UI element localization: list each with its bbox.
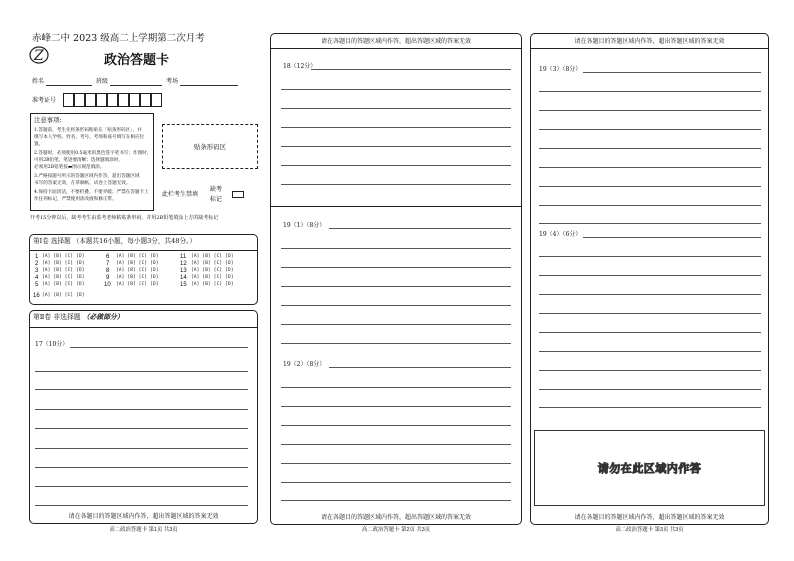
answer-line[interactable] (539, 186, 761, 187)
section2-required: （必做部分） (82, 313, 124, 321)
answer-line[interactable] (539, 167, 761, 168)
answer-line[interactable] (281, 500, 511, 501)
exam-id-cell[interactable] (85, 93, 96, 107)
answer-column-2 (270, 33, 522, 525)
answer-line[interactable] (281, 248, 511, 249)
question-number: 12 (180, 261, 187, 267)
exam-id-cell[interactable] (118, 93, 129, 107)
answer-line[interactable] (281, 305, 511, 306)
col3-bottom-warning: 请在各题目的答题区域内作答，超出答题区域的答案无效 (574, 515, 725, 521)
answer-line[interactable] (281, 463, 511, 464)
col2-bottom-warning: 请在各题目的答题区域内作答，超出答题区域的答案无效 (320, 515, 471, 521)
answer-line[interactable] (35, 448, 248, 449)
school-logo (28, 44, 50, 66)
notice-line: 1.答题前，考生先将条形码粘贴在「贴条形码区」，并 (34, 128, 142, 133)
exam-id-cell[interactable] (107, 93, 118, 107)
col3-top-warning: 请在各题目的答题区域内作答，超出答题区域的答案无效 (574, 39, 725, 45)
q19-4-label: 19（4）（6分） (539, 231, 582, 238)
col1-bottom-warning: 请在各题目的答题区域内作答，超出答题区域的答案无效 (68, 514, 219, 520)
answer-line[interactable] (281, 387, 511, 388)
answer-column-3 (530, 33, 769, 525)
answer-line[interactable] (35, 389, 248, 390)
answer-line[interactable] (539, 110, 761, 111)
question-number: 6 (106, 254, 110, 260)
q19-3-label: 19（3）（8分） (539, 66, 582, 73)
answer-line[interactable] (281, 108, 511, 109)
section2-heading-text: 第Ⅱ卷 非选择题 (33, 313, 81, 321)
answer-line[interactable] (281, 89, 511, 90)
answer-line[interactable] (281, 267, 511, 268)
name-line[interactable] (46, 85, 92, 86)
choice-section (29, 234, 258, 305)
choice-options[interactable]: [A] [B] [C] [D] (116, 268, 159, 273)
answer-line[interactable] (281, 425, 511, 426)
answer-line[interactable] (539, 223, 761, 224)
q17-label: 17（10分） (35, 341, 69, 348)
q19-2-label: 19（2）（8分） (283, 361, 326, 368)
room-line[interactable] (180, 85, 238, 86)
choice-options[interactable]: [A] [B] [C] [D] (191, 254, 234, 259)
answer-line[interactable] (539, 313, 761, 314)
question-number: 2 (35, 261, 39, 267)
answer-line[interactable] (539, 275, 761, 276)
answer-line[interactable] (539, 332, 761, 333)
notice-line: 2.答题时，必须使用0.5毫米的黑色签字笔书写；作图时， (34, 151, 152, 156)
absent-mark-label-2: 标记 (210, 196, 223, 203)
answer-line[interactable] (539, 129, 761, 130)
choice-options[interactable]: [A] [B] [C] [D] (191, 282, 234, 287)
question-number: 16 (33, 293, 40, 299)
answer-line[interactable] (281, 406, 511, 407)
notice-line: 必须用2B铅笔按▬图示规范填涂。 (34, 165, 105, 170)
answer-line[interactable] (583, 72, 761, 73)
answer-line[interactable] (35, 409, 248, 410)
exam-id-cell[interactable] (74, 93, 85, 107)
question-number: 15 (180, 282, 187, 288)
choice-options[interactable]: [A] [B] [C] [D] (42, 261, 85, 266)
notice-line: 3.严格按题号所示的答题区域内作答，超出答题区域 (34, 174, 140, 179)
answer-line[interactable] (281, 127, 511, 128)
answer-line[interactable] (329, 367, 511, 368)
no-write-zone (534, 430, 765, 506)
notice-line: 填写本人学校、姓名、考号、考场和座号填写在相应位 (34, 135, 145, 140)
name-label: 姓名 (32, 78, 45, 85)
footer-page-2: 高二政治答题卡 第2页 共3页 (361, 527, 431, 533)
question-number: 1 (35, 254, 39, 260)
answer-line[interactable] (35, 428, 248, 429)
notice-line: 书写的答案无效，在草稿纸、试卷上答题无效。 (34, 181, 131, 186)
question-number: 4 (35, 275, 39, 281)
choice-options[interactable]: [A] [B] [C] [D] (191, 268, 234, 273)
q19-1-label: 19（1）（8分） (283, 222, 326, 229)
question-number: 13 (180, 268, 187, 274)
col2-top-warning: 请在各题目的答题区域内作答，超出答题区域的答案无效 (320, 39, 471, 45)
exam-id-cell[interactable] (63, 93, 74, 107)
class-label: 班级 (96, 78, 109, 85)
footer-page-3: 高二政治答题卡 第3页 共3页 (615, 527, 684, 533)
non-choice-section (29, 310, 258, 524)
answer-line[interactable] (281, 444, 511, 445)
answer-line[interactable] (281, 184, 511, 185)
answer-line[interactable] (281, 146, 511, 147)
answer-line[interactable] (539, 389, 761, 390)
question-number: 9 (106, 275, 110, 281)
notice-line: 4.保持卡面清洁，不要折叠、不要弄破；严禁在答题卡上 (34, 190, 149, 195)
choice-options[interactable]: [A] [B] [C] [D] (116, 261, 159, 266)
logo-letter: Z (34, 48, 44, 64)
section2-divider (30, 327, 257, 328)
exam-id-cells[interactable] (63, 93, 163, 107)
section2-heading (33, 314, 124, 321)
answer-line[interactable] (35, 467, 248, 468)
notice-box (30, 113, 154, 211)
choice-options[interactable]: [A] [B] [C] [D] (116, 254, 159, 259)
choice-options[interactable]: [A] [B] [C] [D] (191, 261, 234, 266)
question-number: 7 (106, 261, 110, 267)
section1-heading: 第Ⅰ卷 选择题 （本题共16小题，每小题3分，共48分。） (33, 237, 196, 245)
answer-line[interactable] (539, 256, 761, 257)
choice-options[interactable]: [A] [B] [C] [D] (42, 254, 85, 259)
question-number: 14 (180, 275, 187, 281)
question-number: 8 (106, 268, 110, 274)
answer-line[interactable] (70, 347, 248, 348)
answer-line[interactable] (539, 205, 761, 206)
answer-line[interactable] (583, 237, 761, 238)
answer-line[interactable] (329, 228, 511, 229)
answer-line[interactable] (281, 324, 511, 325)
answer-line[interactable] (35, 505, 248, 506)
answer-line[interactable] (281, 482, 511, 483)
exam-id-cell[interactable] (129, 93, 140, 107)
answer-line[interactable] (539, 91, 761, 92)
question-number: 3 (35, 268, 39, 274)
question-number: 11 (180, 254, 187, 260)
answer-line[interactable] (539, 351, 761, 352)
answer-line[interactable] (311, 69, 511, 70)
exam-id-cell[interactable] (140, 93, 151, 107)
notice-line: 置。 (34, 142, 44, 147)
answer-line[interactable] (539, 148, 761, 149)
notice-line: 可用2B铅笔，笔迹要清晰；选择题填涂时， (34, 158, 123, 163)
answer-line[interactable] (281, 165, 511, 166)
question-number: 5 (35, 282, 39, 288)
exam-id-label: 准考证号 (32, 97, 57, 104)
choice-options[interactable]: [A] [B] [C] [D] (42, 268, 85, 273)
absent-note: 开考15分钟以后，缺考考生由监考老师粘贴条形码，并用2B铅笔填涂上方的缺考标记 (30, 215, 219, 221)
barcode-label: 贴条形码区 (194, 143, 226, 151)
absent-mark-label-1: 缺考 (210, 186, 223, 193)
barcode-area (162, 124, 258, 169)
school-title: 赤峰二中 2023 级高二上学期第二次月考 (32, 33, 205, 44)
col2-top-divider (271, 48, 521, 49)
class-line[interactable] (110, 85, 162, 86)
answer-line[interactable] (35, 371, 248, 372)
section1-divider (30, 250, 257, 251)
no-write-text: 请勿在此区域内作答 (597, 462, 702, 475)
choice-options[interactable]: [A] [B] [C] [D] (116, 275, 159, 280)
answer-line[interactable] (281, 286, 511, 287)
col3-top-divider (531, 48, 768, 49)
answer-line[interactable] (539, 370, 761, 371)
card-title: 政治答题卡 (104, 53, 170, 68)
answer-line[interactable] (539, 407, 761, 408)
q18-label: 18（12分） (283, 63, 317, 70)
choice-options[interactable]: [A] [B] [C] [D] (191, 275, 234, 280)
footer-page-1: 高二政治答题卡 第1页 共3页 (109, 527, 178, 533)
exam-id-cell[interactable] (96, 93, 107, 107)
notice-line: 作任何标记，严禁使用涂改液和修正带。 (34, 197, 117, 202)
q18-q19-divider (271, 206, 521, 207)
absent-prohibited: 此栏考生禁填 (162, 191, 199, 198)
room-label: 考场 (166, 78, 179, 85)
choice-options[interactable]: [A] [B] [C] [D] (116, 282, 159, 287)
answer-line[interactable] (281, 343, 511, 344)
notice-title: 注意事项: (34, 116, 62, 124)
answer-line[interactable] (539, 294, 761, 295)
choice-options[interactable]: [A] [B] [C] [D] (42, 275, 85, 280)
question-number: 10 (104, 282, 111, 288)
choice-options[interactable]: [A] [B] [C] [D] (42, 282, 85, 287)
absent-mark-box[interactable] (232, 191, 244, 198)
exam-id-cell[interactable] (151, 93, 162, 107)
choice-options[interactable]: [A] [B] [C] [D] (42, 293, 85, 298)
answer-line[interactable] (35, 486, 248, 487)
